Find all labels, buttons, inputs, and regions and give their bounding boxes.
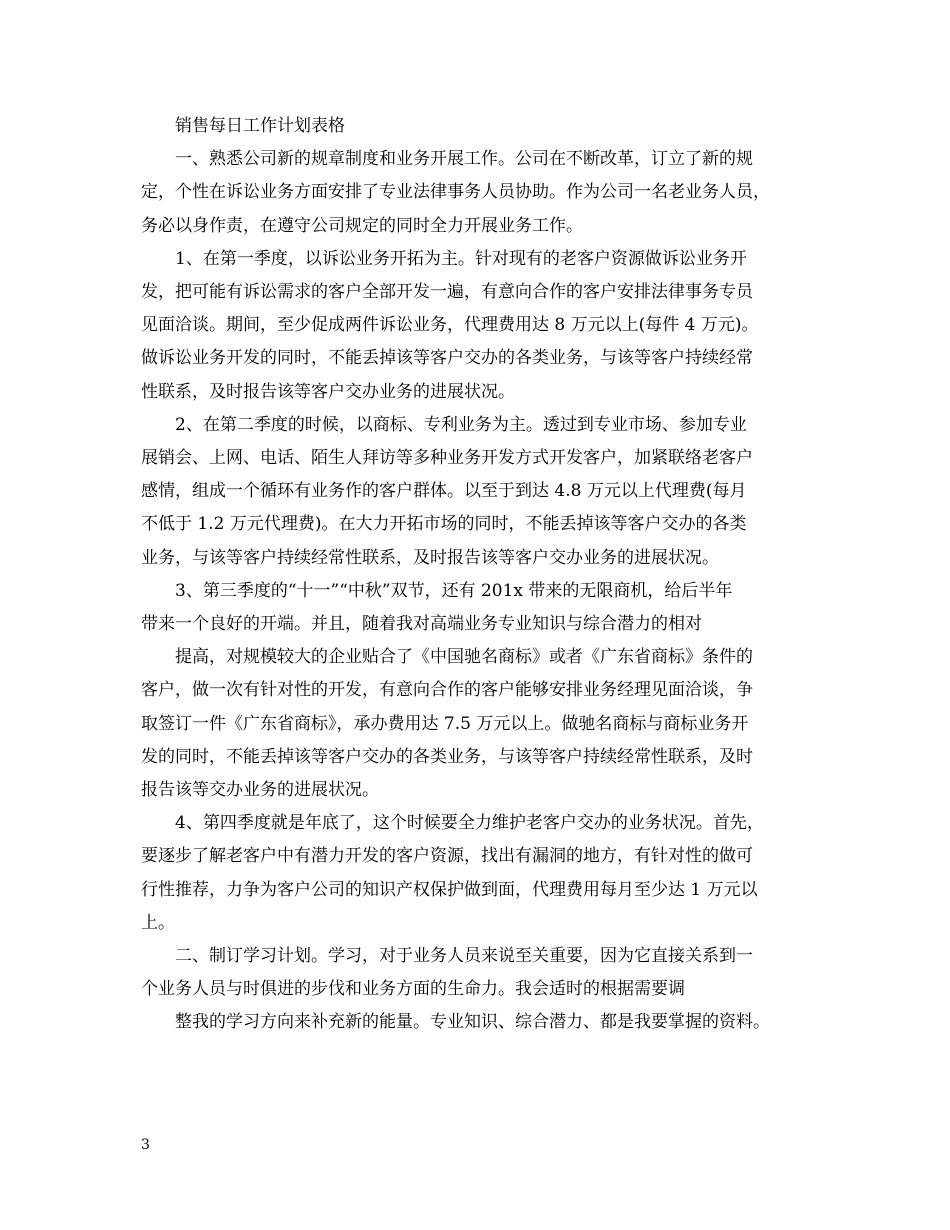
- paragraph-line: 发的同时，不能丢掉该等客户交办的各类业务，与该等客户持续经常性联系，及时: [141, 746, 753, 767]
- paragraph-line: 业务，与该等客户持续经常性联系，及时报告该等客户交办业务的进展状况。: [141, 547, 719, 568]
- paragraph-line: 3、第三季度的“十一”“中秋”双节，还有 201x 带来的无限商机，给后半年: [175, 580, 733, 601]
- paragraph-line: 提高，对规模较大的企业贴合了《中国驰名商标》或者《广东省商标》条件的: [175, 647, 753, 668]
- paragraph-line: 性联系，及时报告该等客户交办业务的进展状况。: [141, 381, 515, 402]
- paragraph-line: 报告该等交办业务的进展状况。: [141, 780, 379, 801]
- paragraph-line: 做诉讼业务开发的同时，不能丢掉该等客户交办的各类业务，与该等客户持续经常: [141, 348, 753, 369]
- paragraph-line: 务必以身作责，在遵守公司规定的同时全力开展业务工作。: [141, 215, 583, 236]
- document-body: [141, 110, 821, 1040]
- document-title: 销售每日工作计划表格: [175, 116, 345, 136]
- paragraph-line: 带来一个良好的开端。并且，随着我对高端业务专业知识与综合潜力的相对: [141, 614, 702, 635]
- paragraph-line: 行性推荐，力争为客户公司的知识产权保护做到面，代理费用每月至少达 1 万元以: [141, 879, 758, 900]
- paragraph-line: 二、制订学习计划。学习，对于业务人员来说至关重要，因为它直接关系到一: [175, 946, 753, 967]
- paragraph-line: 展销会、上网、电话、陌生人拜访等多种业务开发方式开发客户，加紧联络老客户: [141, 448, 753, 469]
- paragraph-line: 见面洽谈。期间，至少促成两件诉讼业务，代理费用达 8 万元以上(每件 4 万元)。: [141, 315, 759, 336]
- paragraph-line: 客户，做一次有针对性的开发，有意向合作的客户能够安排业务经理见面洽谈，争: [141, 680, 753, 701]
- paragraph-line: 上。: [141, 912, 175, 933]
- paragraph-line: 4、第四季度就是年底了，这个时候要全力维护老客户交办的业务状况。首先，: [175, 813, 764, 834]
- paragraph-line: 1、在第一季度，以诉讼业务开拓为主。针对现有的老客户资源做诉讼业务开: [175, 248, 747, 269]
- paragraph-line: 要逐步了解老客户中有潜力开发的客户资源，找出有漏洞的地方，有针对性的做可: [141, 846, 753, 867]
- paragraph-line: 个业务人员与时俱进的步伐和业务方面的生命力。我会适时的根据需要调: [141, 979, 685, 1000]
- paragraph-line: 一、熟悉公司新的规章制度和业务开展工作。公司在不断改革，订立了新的规: [175, 149, 753, 170]
- paragraph-line: 定，个性在诉讼业务方面安排了专业法律事务人员协助。作为公司一名老业务人员，: [141, 182, 770, 203]
- paragraph-line: 2、在第二季度的时候，以商标、专利业务为主。透过到专业市场、参加专业: [175, 414, 747, 435]
- paragraph-line: 发，把可能有诉讼需求的客户全部开发一遍，有意向合作的客户安排法律事务专员: [141, 282, 753, 303]
- page-number: 3: [141, 1137, 150, 1153]
- paragraph-line: 取签订一件《广东省商标》，承办费用达 7.5 万元以上。做驰名商标与商标业务开: [141, 713, 749, 734]
- paragraph-line: 感情，组成一个循环有业务作的客户群体。以至于到达 4.8 万元以上代理费(每月: [141, 481, 747, 502]
- paragraph-line: 整我的学习方向来补充新的能量。专业知识、综合潜力、都是我要掌握的资料。: [175, 1012, 770, 1033]
- paragraph-line: 不低于 1.2 万元代理费)。在大力开拓市场的同时，不能丢掉该等客户交办的各类: [141, 514, 747, 535]
